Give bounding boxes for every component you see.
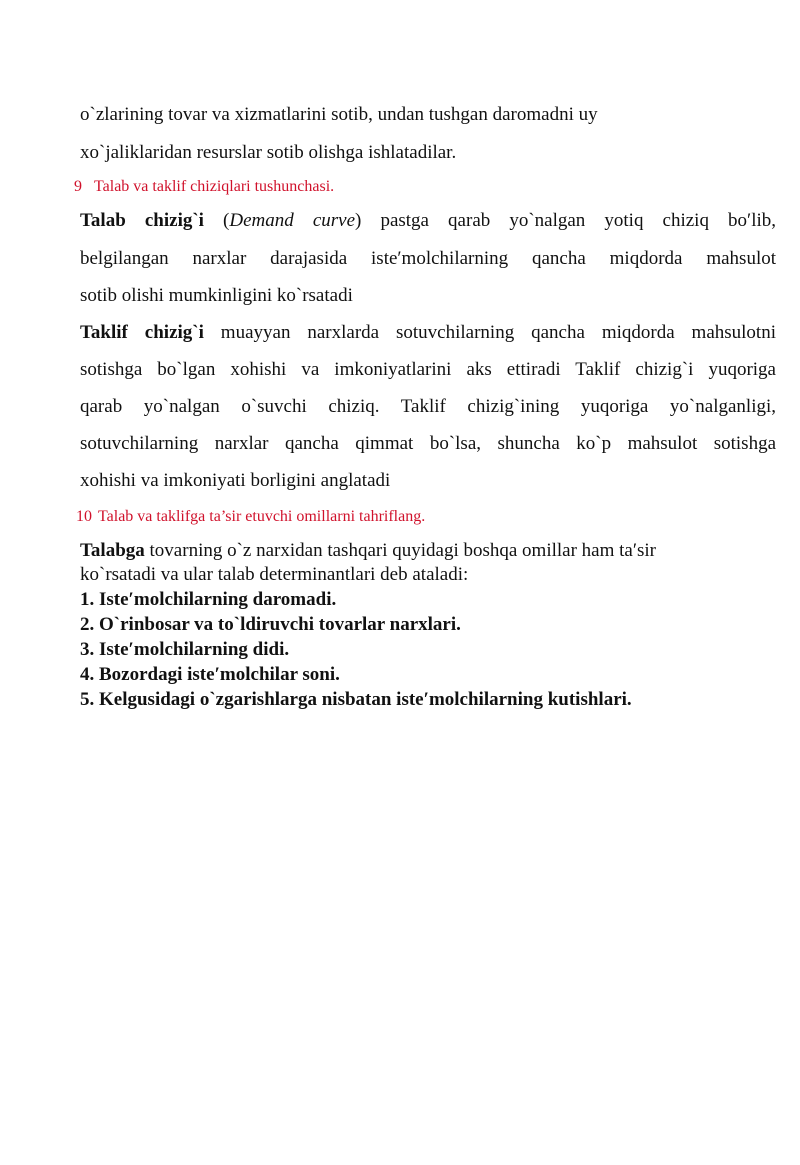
question-10-text: Talab va taklifga ta’sir etuvchi omillarni tahriflang. — [98, 508, 426, 525]
talab-chizigi-term: Talab chizig`i — [80, 210, 204, 231]
intro-line-1: o`zlarining tovar va xizmatlarini sotib, undan tushgan daromadni uy — [80, 104, 598, 125]
taklif-chizigi-line-1-rest: muayyan narxlarda sotuvchilarning qancha miqdorda mahsulotni — [203, 322, 776, 343]
factor-item: 4. Bozordagi iste′molchilar soni. — [80, 664, 340, 685]
question-10 — [76, 508, 425, 526]
taklif-chizigi-line-4: sotuvchilarning narxlar qancha qimmat bo`lsa, shuncha ko`p mahsulot sotishga — [80, 433, 776, 454]
taklif-chizigi-line-2: sotishga bo`lgan xohishi va imkoniyatlarini aks ettiradi Taklif chizig`i yuqoriga — [80, 359, 776, 380]
taklif-chizigi-term: Taklif chizig`i — [80, 322, 204, 343]
factor-item: 3. Iste′molchilarning didi. — [80, 639, 290, 660]
talabga-term: Talabga — [80, 540, 145, 561]
question-9-text: Talab va taklif chiziqlari tushunchasi. — [94, 178, 335, 195]
talabga-line-1 — [80, 540, 656, 562]
talabga-line-2: ko`rsatadi va ular talab determinantlari deb ataladi: — [80, 564, 469, 585]
question-10-number: 10 — [76, 508, 92, 525]
talab-chizigi-line-3: sotib olishi mumkinligini ko`rsatadi — [80, 285, 353, 306]
talab-chizigi-line-1 — [80, 210, 776, 232]
taklif-chizigi-line-5: xohishi va imkoniyati borligini anglatadi — [80, 470, 391, 491]
taklif-chizigi-line-3: qarab yo`nalgan o`suvchi chiziq. Taklif chizig`ining yuqoriga yo`nalganligi, — [80, 396, 776, 417]
paren-open: ( — [203, 210, 230, 231]
factor-item: 2. O`rinbosar va to`ldiruvchi tovarlar narxlari. — [80, 614, 461, 635]
demand-curve-english: Demand curve — [229, 210, 356, 231]
talabga-line-1-rest: tovarning o`z narxidan tashqari quyidagi boshqa omillar ham ta′sir — [144, 540, 656, 561]
question-9 — [74, 178, 334, 196]
question-9-number: 9 — [74, 178, 82, 195]
talab-chizigi-line-2: belgilangan narxlar darajasida iste′molchilarning qancha miqdorda mahsulot — [80, 248, 776, 269]
factor-item: 5. Kelgusidagi o`zgarishlarga nisbatan iste′molchilarning kutishlari. — [80, 689, 632, 710]
talab-chizigi-line-1-rest: ) pastga qarab yo`nalgan yotiq chiziq bo′lib, — [355, 210, 776, 231]
intro-line-2: xo`jaliklaridan resurslar sotib olishga ishlatadilar. — [80, 142, 457, 163]
taklif-chizigi-line-1 — [80, 322, 776, 344]
factor-item: 1. Iste′molchilarning daromadi. — [80, 589, 337, 610]
